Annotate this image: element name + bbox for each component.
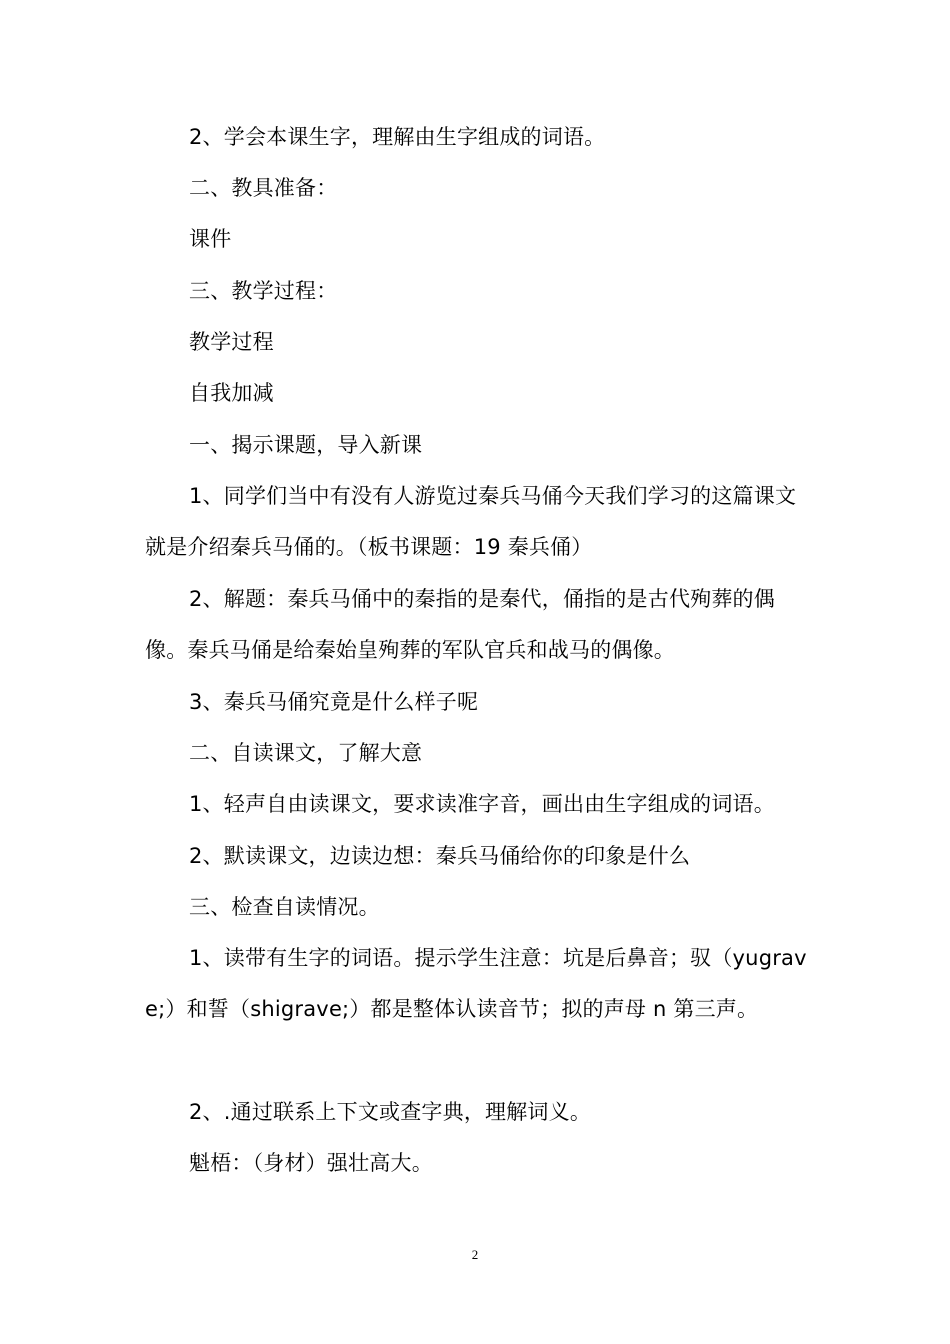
paragraph: 1、同学们当中有没有人游览过秦兵马俑今天我们学习的这篇课文就是介绍秦兵马俑的。（板书课题：19 秦兵俑） bbox=[145, 484, 797, 559]
section-heading: 二、教具准备： bbox=[189, 176, 338, 200]
paragraph: 3、秦兵马俑究竟是什么样子呢 bbox=[189, 690, 479, 714]
paragraph: 魁梧：（身材）强壮高大。 bbox=[189, 1151, 433, 1175]
paragraph: 1、读带有生字的词语。提示学生注意：坑是后鼻音；驭（yugrave;）和誓（shigrave;）都是整体认读音节；拟的声母 n 第三声。 bbox=[145, 946, 807, 1021]
paragraph: 自我加减 bbox=[189, 381, 274, 405]
section-heading: 三、检查自读情况。 bbox=[189, 895, 380, 919]
page-number: 2 bbox=[471, 1247, 479, 1262]
paragraph: 2、默读课文，边读边想：秦兵马俑给你的印象是什么 bbox=[189, 844, 691, 868]
paragraph: 教学过程 bbox=[189, 330, 274, 354]
paragraph: 2、解题：秦兵马俑中的秦指的是秦代，俑指的是古代殉葬的偶像。秦兵马俑是给秦始皇殉葬的军队官兵和战马的偶像。 bbox=[145, 587, 775, 662]
paragraph: 2、学会本课生字，理解由生字组成的词语。 bbox=[189, 125, 606, 149]
section-heading: 一、揭示课题，导入新课 bbox=[189, 433, 423, 457]
paragraph: 2、.通过联系上下文或查字典，理解词义。 bbox=[189, 1100, 592, 1124]
section-heading: 二、自读课文，了解大意 bbox=[189, 741, 423, 765]
paragraph: 课件 bbox=[189, 227, 232, 251]
paragraph: 1、轻声自由读课文，要求读准字音，画出由生字组成的词语。 bbox=[189, 792, 775, 816]
section-heading: 三、教学过程： bbox=[189, 279, 338, 303]
